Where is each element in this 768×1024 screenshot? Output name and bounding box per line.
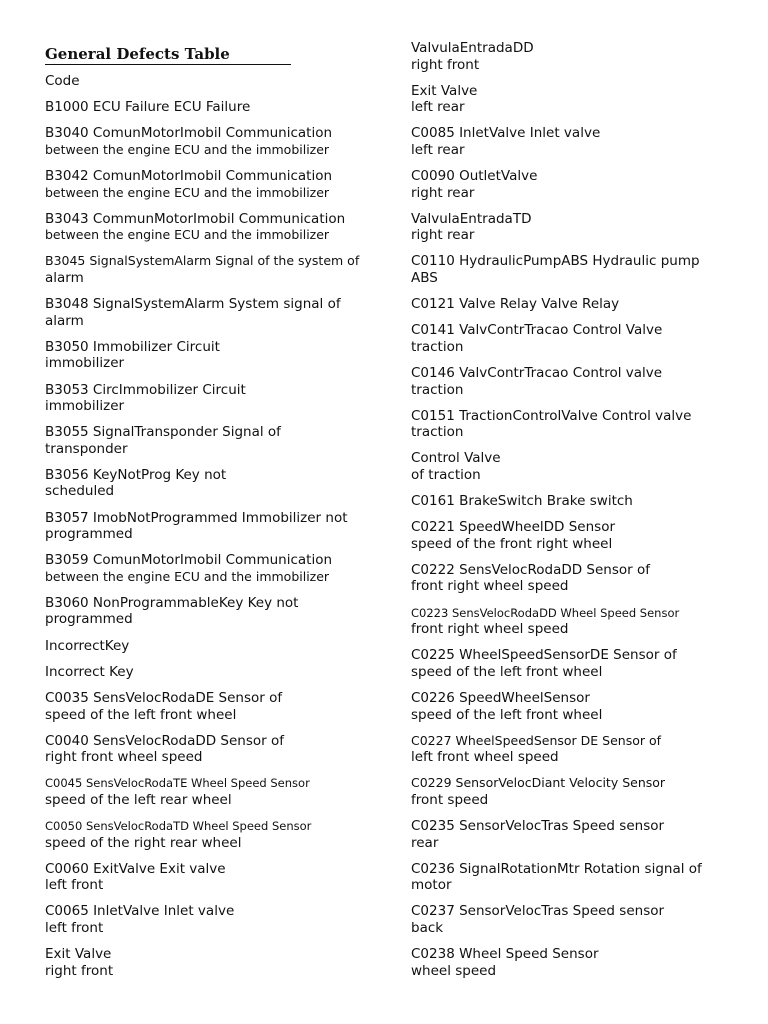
defect-code-line: C0227 WheelSpeedSensor DE Sensor of [411,732,662,748]
defect-description-line: front right wheel speed [411,578,569,595]
defect-code-line: ValvulaEntradaDD [411,40,534,56]
defect-description-line: speed of the right rear wheel [45,834,242,851]
defect-code-line: C0045 SensVelocRodaTE Wheel Speed Sensor [45,776,310,791]
defect-description-line: front speed [411,791,489,808]
defect-entry [45,595,390,628]
defect-description-line: alarm [45,312,84,329]
defect-description-line: scheduled [45,483,115,500]
defect-description-line: speed of the left front wheel [45,706,237,723]
defect-code-line: C0060 ExitValve Exit valve [45,860,226,877]
defect-description-line: between the engine ECU and the immobilizer [45,141,330,157]
defect-description-line: of traction [411,466,481,483]
left-column [45,40,390,989]
defect-description-line: traction [411,381,464,398]
defect-entry [45,168,390,201]
defect-entry [411,562,731,595]
defect-description-line: immobilizer [45,398,125,414]
defect-code-line: C0238 Wheel Speed Sensor [411,946,599,963]
defect-description-line: wheel speed [411,962,497,979]
defect-entry [411,365,731,398]
defect-description-line: right rear [411,227,475,244]
defect-code-line: C0065 InletValve Inlet valve [45,903,235,920]
defect-description-line: traction [411,424,464,441]
defect-code-line: C0090 OutletValve [411,168,538,185]
defect-code-line: B3055 SignalTransponder Signal of [45,424,281,441]
defect-code-line: C0121 Valve Relay Valve Relay [411,296,620,313]
defect-entry [45,296,390,329]
defect-entry [45,73,390,90]
defect-description-line: right front [411,56,480,73]
defect-code-line: B3057 ImobNotProgrammed Immobilizer not [45,509,348,526]
defect-code-line: C0237 SensorVelocTras Speed sensor [411,903,665,920]
defect-code-line: Code [45,73,80,89]
defect-entry [45,903,390,936]
defect-description-line: left rear [411,141,465,158]
defect-code-line: C0040 SensVelocRodaDD Sensor of [45,732,284,749]
defect-entry [45,664,390,681]
defect-code-line: B3043 CommunMotorImobil Communication [45,210,346,227]
defect-entry [411,690,731,723]
defect-code-line: B3042 ComunMotorImobil Communication [45,168,333,185]
defect-code-line: C0222 SensVelocRodaDD Sensor of [411,561,650,578]
defect-description-line: left rear [411,99,465,116]
defect-code-line: C0235 SensorVelocTras Speed sensor [411,818,665,835]
defect-description-line: speed of the left front wheel [411,706,603,723]
defect-entry [411,861,731,894]
defect-code-line: B3053 CircImmobilizer Circuit [45,381,246,398]
defect-description-line: transponder [45,440,128,457]
defect-description-line: right rear [411,184,475,201]
defect-code-line: B1000 ECU Failure ECU Failure [45,99,251,116]
defect-entry [45,638,390,655]
defect-code-line: B3040 ComunMotorImobil Communication [45,125,333,142]
defect-entry [411,211,731,244]
defect-entry [411,253,731,286]
defect-code-line: B3050 Immobilizer Circuit [45,338,220,355]
defect-entry [411,450,731,483]
defect-code-line: C0226 SpeedWheelSensor [411,690,590,706]
defect-description-line: traction [411,338,464,355]
defect-entry [45,733,390,766]
defect-code-line: C0050 SensVelocRodaTD Wheel Speed Sensor [45,819,312,834]
defect-code-line: C0146 ValvContrTracao Control valve [411,365,663,381]
defect-entry [45,946,390,979]
defect-entry [45,467,390,500]
defect-code-line: Exit Valve [45,946,112,963]
defect-code-line: B3059 ComunMotorImobil Communication [45,552,333,569]
defect-entry [411,40,731,73]
defect-code-line: C0229 SensorVelocDiant Velocity Sensor [411,775,666,791]
defect-code-line: ValvulaEntradaTD [411,210,532,227]
defect-code-line: B3045 SignalSystemAlarm Signal of the system of [45,253,360,269]
defect-description-line: left front [45,919,104,936]
defect-code-line: IncorrectKey [45,637,130,654]
defect-code-line: C0141 ValvContrTracao Control Valve [411,322,663,339]
defect-description-line: programmed [45,611,133,628]
defect-entry [411,168,731,201]
defect-entry [411,83,731,116]
defect-entry [45,339,390,372]
defect-entry [411,605,731,638]
defect-entry [411,125,731,158]
defect-code-line: C0151 TractionControlValve Control valve [411,407,692,424]
defect-description-line: speed of the left rear wheel [45,791,232,808]
defect-entry [411,775,731,808]
defect-entry [411,647,731,680]
defect-entry [45,552,390,585]
defect-code-line: Incorrect Key [45,663,134,680]
defect-description-line: left front [45,877,104,894]
defect-entry [411,946,731,979]
defect-entry [45,510,390,543]
defect-description-line: back [411,919,444,936]
defect-entry [411,408,731,441]
defect-entry [411,519,731,552]
defect-description-line: right front [45,962,114,979]
defect-description-line: between the engine ECU and the immobilizer [45,568,330,584]
defect-code-line: C0221 SpeedWheelDD Sensor [411,519,616,536]
defect-description-line: front right wheel speed [411,621,569,638]
defect-description-line: motor [411,877,452,894]
defect-description-line: rear [411,834,439,851]
defect-code-line: Control Valve [411,450,501,467]
defect-entry [411,493,731,510]
defect-description-line: speed of the front right wheel [411,535,613,552]
defect-entry [411,903,731,936]
defect-code-line: C0110 HydraulicPumpABS Hydraulic pump [411,253,700,270]
defect-code-line: C0085 InletValve Inlet valve [411,125,601,142]
defect-entry [411,818,731,851]
document-title: General Defects Table [45,44,291,65]
defect-description-line: programmed [45,526,133,543]
defect-description-line: between the engine ECU and the immobilizer [45,184,330,200]
defect-description-line: alarm [45,269,84,286]
defect-entry [45,861,390,894]
defect-entry [45,253,390,286]
right-column [411,40,731,989]
defect-entry [45,125,390,158]
defect-entry [45,99,390,116]
defect-code-line: C0161 BrakeSwitch Brake switch [411,493,633,510]
defect-description-line: immobilizer [45,355,125,372]
defect-code-line: C0035 SensVelocRodaDE Sensor of [45,690,283,706]
defect-code-line: B3048 SignalSystemAlarm System signal of [45,296,341,313]
defect-entry [45,690,390,723]
defect-entry [45,775,390,808]
defect-code-line: C0236 SignalRotationMtr Rotation signal of [411,860,702,877]
defect-entry [45,424,390,457]
defect-code-line: B3060 NonProgrammableKey Key not [45,594,299,611]
defect-code-line: C0225 WheelSpeedSensorDE Sensor of [411,647,677,664]
defect-entry [411,296,731,313]
defect-description-line: speed of the left front wheel [411,663,603,680]
defect-description-line: ABS [411,269,438,286]
defect-description-line: left front wheel speed [411,749,559,766]
defect-code-line: Exit Valve [411,82,478,99]
defect-entry [45,382,390,415]
defect-entry [45,211,390,244]
defect-description-line: right front wheel speed [45,749,203,766]
defect-entry [411,733,731,766]
defect-entry [411,322,731,355]
defect-description-line: between the engine ECU and the immobilizer [45,227,330,243]
defect-code-line: C0223 SensVelocRodaDD Wheel Speed Sensor [411,605,680,620]
defect-entry [45,818,390,851]
defect-code-line: B3056 KeyNotProg Key not [45,466,227,483]
